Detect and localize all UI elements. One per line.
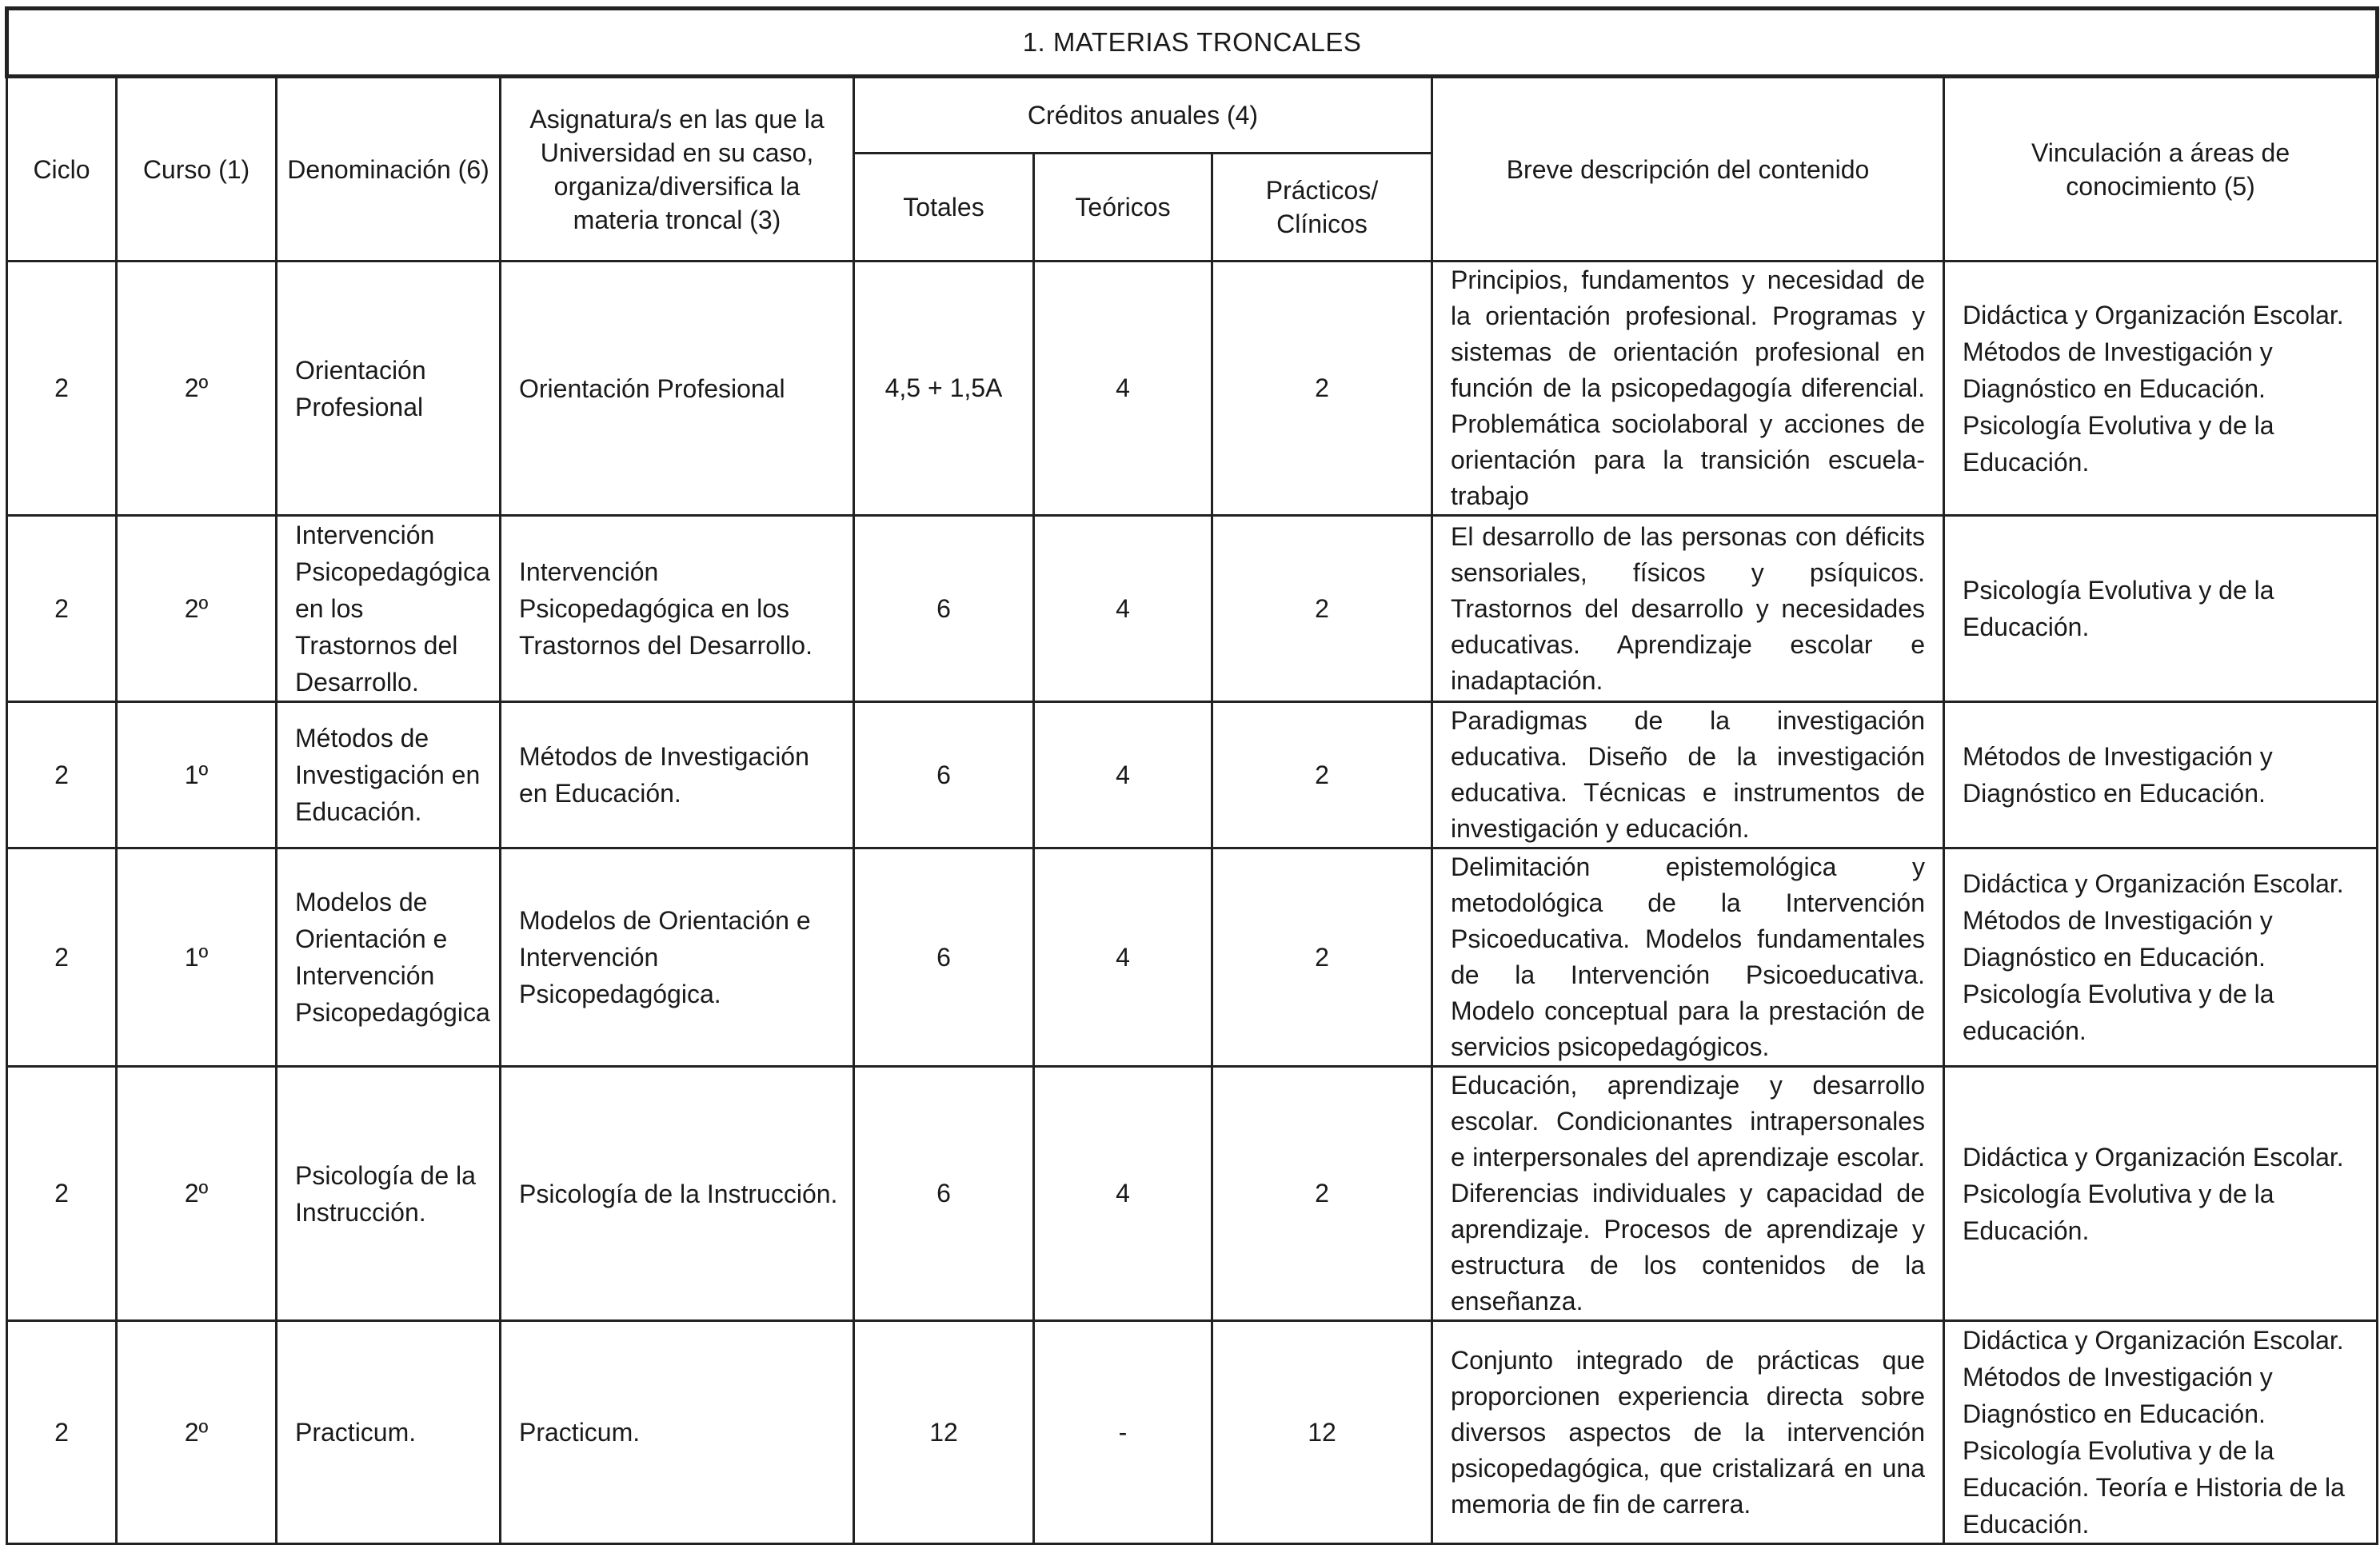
- cell-denominacion: Métodos de Investigación en Educación.: [277, 702, 501, 848]
- cell-descripcion: Conjunto integrado de prácticas que proporcionen experiencia directa sobre diversos aspectos de la intervención psicopedagógica, que cristalizará en una memoria de fin de carrera.: [1432, 1321, 1944, 1544]
- cell-ciclo: 2: [7, 516, 117, 702]
- cell-vinculacion: Métodos de Investigación y Diagnóstico en Educación.: [1944, 702, 2378, 848]
- cell-practicos: 2: [1212, 848, 1432, 1067]
- cell-totales: 6: [854, 702, 1034, 848]
- table-row: [7, 261, 2378, 516]
- cell-descripcion: Delimitación epistemológica y metodológica de la Intervención Psicoeducativa. Modelos fundamentales de la Intervención Psicoeducativa. Modelo conceptual para la prestación de servicios psicopedagógicos.: [1432, 848, 1944, 1067]
- header-asignatura: Asignatura/s en las que la Universidad en su caso, organiza/diversifica la materia troncal (3): [501, 77, 854, 261]
- cell-totales: 6: [854, 848, 1034, 1067]
- cell-teoricos: 4: [1034, 1067, 1212, 1321]
- materias-troncales-document: [5, 6, 2375, 1545]
- cell-asignatura: Practicum.: [501, 1321, 854, 1544]
- cell-practicos: 12: [1212, 1321, 1432, 1544]
- header-vinculacion: Vinculación a áreas de conocimiento (5): [1944, 77, 2378, 261]
- header-ciclo: Ciclo: [7, 77, 117, 261]
- cell-denominacion: Practicum.: [277, 1321, 501, 1544]
- cell-practicos: 2: [1212, 516, 1432, 702]
- cell-descripcion: El desarrollo de las personas con déficits sensoriales, físicos y psíquicos. Trastornos del desarrollo y necesidades educativas. Aprendizaje escolar e inadaptación.: [1432, 516, 1944, 702]
- cell-ciclo: 2: [7, 702, 117, 848]
- table-row: [7, 516, 2378, 702]
- cell-curso: 2º: [117, 1321, 277, 1544]
- cell-descripcion: Principios, fundamentos y necesidad de la orientación profesional. Programas y sistemas de orientación profesional en función de la psicopedagogía diferencial. Problemática sociolaboral y acciones de orientación para la transición escuela-trabajo: [1432, 261, 1944, 516]
- cell-descripcion: Paradigmas de la investigación educativa. Diseño de la investigación educativa. Técnicas e instrumentos de investigación y educación.: [1432, 702, 1944, 848]
- cell-vinculacion: Didáctica y Organización Escolar. Psicología Evolutiva y de la Educación.: [1944, 1067, 2378, 1321]
- cell-vinculacion: Psicología Evolutiva y de la Educación.: [1944, 516, 2378, 702]
- cell-denominacion: Orientación Profesional: [277, 261, 501, 516]
- cell-curso: 2º: [117, 261, 277, 516]
- header-curso: Curso (1): [117, 77, 277, 261]
- cell-descripcion: Educación, aprendizaje y desarrollo escolar. Condicionantes intrapersonales e interpersonales del aprendizaje escolar. Diferencias individuales y capacidad de aprendizaje. Procesos de aprendizaje y estructura de los contenidos de la enseñanza.: [1432, 1067, 1944, 1321]
- cell-ciclo: 2: [7, 848, 117, 1067]
- cell-teoricos: 4: [1034, 848, 1212, 1067]
- table-row: [7, 702, 2378, 848]
- table-title: 1. MATERIAS TRONCALES: [7, 9, 2378, 77]
- cell-vinculacion: Didáctica y Organización Escolar. Métodos de Investigación y Diagnóstico en Educación. Psicología Evolutiva y de la Educación.: [1944, 261, 2378, 516]
- header-teoricos: Teóricos: [1034, 154, 1212, 261]
- table-row: [7, 848, 2378, 1067]
- cell-totales: 6: [854, 516, 1034, 702]
- cell-denominacion: Modelos de Orientación e Intervención Psicopedagógica: [277, 848, 501, 1067]
- cell-denominacion: Psicología de la Instrucción.: [277, 1067, 501, 1321]
- cell-curso: 2º: [117, 516, 277, 702]
- cell-practicos: 2: [1212, 261, 1432, 516]
- cell-vinculacion: Didáctica y Organización Escolar. Métodos de Investigación y Diagnóstico en Educación. Psicología Evolutiva y de la Educación. Teoría e Historia de la Educación.: [1944, 1321, 2378, 1544]
- cell-practicos: 2: [1212, 702, 1432, 848]
- cell-teoricos: -: [1034, 1321, 1212, 1544]
- cell-teoricos: 4: [1034, 261, 1212, 516]
- materias-troncales-table: [5, 6, 2379, 1545]
- cell-practicos: 2: [1212, 1067, 1432, 1321]
- cell-teoricos: 4: [1034, 516, 1212, 702]
- cell-asignatura: Métodos de Investigación en Educación.: [501, 702, 854, 848]
- header-row-1: [7, 77, 2378, 154]
- header-descripcion: Breve descripción del contenido: [1432, 77, 1944, 261]
- cell-curso: 1º: [117, 848, 277, 1067]
- cell-totales: 4,5 + 1,5A: [854, 261, 1034, 516]
- cell-curso: 1º: [117, 702, 277, 848]
- cell-ciclo: 2: [7, 1321, 117, 1544]
- table-row: [7, 1067, 2378, 1321]
- header-denominacion: Denominación (6): [277, 77, 501, 261]
- header-totales: Totales: [854, 154, 1034, 261]
- cell-totales: 6: [854, 1067, 1034, 1321]
- cell-asignatura: Orientación Profesional: [501, 261, 854, 516]
- header-creditos-anuales: Créditos anuales (4): [854, 77, 1432, 154]
- cell-teoricos: 4: [1034, 702, 1212, 848]
- cell-curso: 2º: [117, 1067, 277, 1321]
- cell-ciclo: 2: [7, 1067, 117, 1321]
- cell-vinculacion: Didáctica y Organización Escolar. Métodos de Investigación y Diagnóstico en Educación. Psicología Evolutiva y de la educación.: [1944, 848, 2378, 1067]
- table-row: [7, 1321, 2378, 1544]
- header-practicos: Prácticos/ Clínicos: [1212, 154, 1432, 261]
- cell-asignatura: Intervención Psicopedagógica en los Trastornos del Desarrollo.: [501, 516, 854, 702]
- cell-ciclo: 2: [7, 261, 117, 516]
- cell-asignatura: Psicología de la Instrucción.: [501, 1067, 854, 1321]
- cell-totales: 12: [854, 1321, 1034, 1544]
- cell-denominacion: Intervención Psicopedagógica en los Trastornos del Desarrollo.: [277, 516, 501, 702]
- cell-asignatura: Modelos de Orientación e Intervención Psicopedagógica.: [501, 848, 854, 1067]
- table-title-row: [7, 9, 2378, 77]
